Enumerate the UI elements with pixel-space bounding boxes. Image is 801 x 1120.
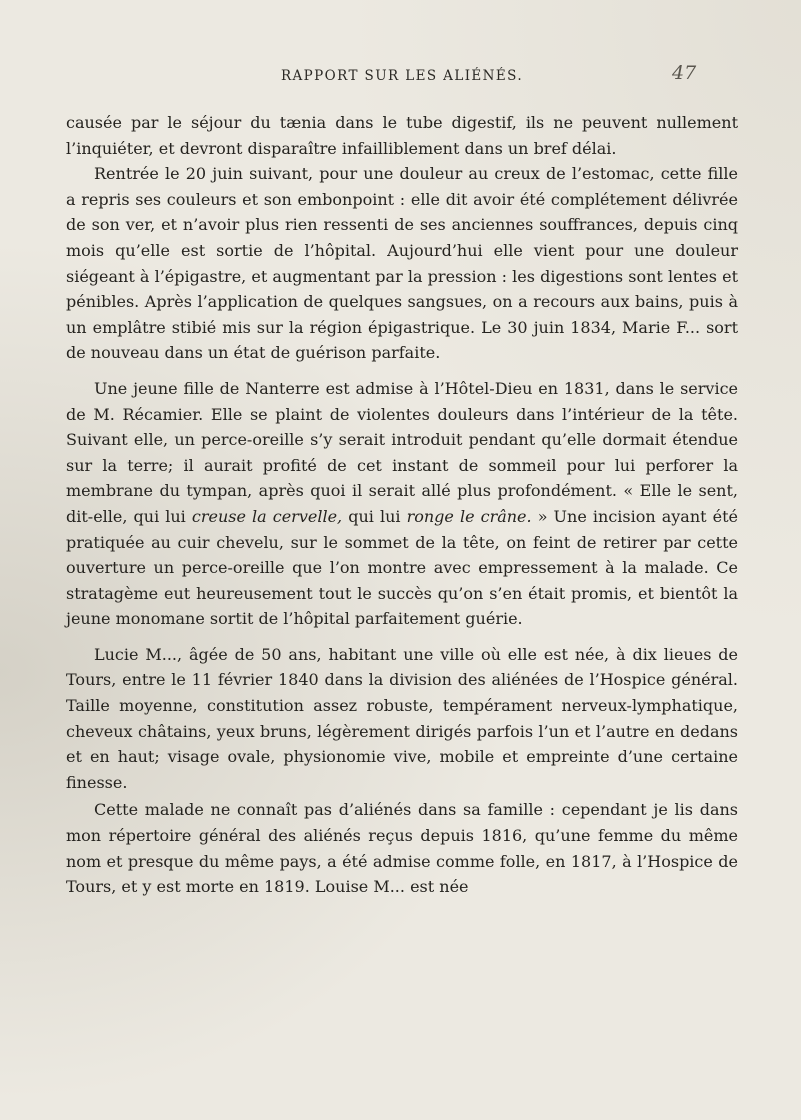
page-number: 47 [672,62,697,84]
paragraph-marie-f: Rentrée le 20 juin suivant, pour une douleur au creux de l’estomac, cette fille a repris ses couleurs et son embonpoint : elle dit avoir été complétement délivrée de son ver, et n’avoir plus rien ressenti de ses anciennes souffrances, depuis cinq mois qu’elle est sortie de l’hôpital. Aujourd’hui elle vient pour une douleur siégeant à l’épigastre, et augmentant par la pression : les digestions sont lentes et pénibles. Après l’application de quelques sangsues, on a recours aux bains, puis à un emplâtre stibié mis sur la région épigastrique. Le 30 juin 1834, Marie F... sort de nouveau dans un état de guérison parfaite. [66,164,738,363]
page-header [0,62,801,92]
paragraph-text: qui lui [342,506,407,526]
paragraph-text: Une jeune fille de Nanterre est admise à l’Hôtel-Dieu en 1831, dans le service de M. Récamier. Elle se plaint de violentes douleurs dans l’intérieur de la tête. Suivant elle, un perce-oreille s’y serait introduit pendant qu’elle dormait étendue sur la terre; il aurait profité de cet instant de sommeil pour lui perforer la membrane du tympan, après quoi il serait allé plus profondément. « Elle le sent, dit-elle, qui lui [66,378,738,526]
paragraph-text: » Une incision ayant été pratiquée au cuir chevelu, sur le sommet de la tête, on feint de retirer par cette ouverture un perce-oreille que l’on montre avec empressement à la malade. Ce stratagème eut heureusement tout le succès qu’on s’en était promis, et bientôt la jeune monomane sortit de l’hôpital parfaitement guérie. [66,506,739,629]
running-title: RAPPORT SUR LES ALIÉNÉS. [280,68,524,84]
paragraph-lucie-m: Lucie M..., âgée de 50 ans, habitant une ville où elle est née, à dix lieues de Tours, entre le 11 février 1840 dans la division des aliénées de l’Hospice général. Taille moyenne, constitution assez robuste, tempérament nerveux-lymphatique, cheveux châtains, yeux bruns, légèrement dirigés parfois l’un et l’autre en dedans et en haut; visage ovale, physionomie vive, mobile et empreinte d’une certaine finesse. [66,644,738,792]
paragraph-continuation: causée par le séjour du tænia dans le tube digestif, ils ne peuvent nullement l’inquiéter, et devront disparaître infailliblement dans un bref délai. [66,113,738,158]
italic-quote: ronge le crâne. [406,506,532,526]
italic-quote: creuse la cervelle, [191,506,343,526]
paragraph-nanterre-case [66,376,738,632]
paragraph-family-history: Cette malade ne connaît pas d’aliénés dans sa famille : cependant je lis dans mon répertoire général des aliénés reçus depuis 1816, qu’une femme du même nom et presque du même pays, a été admise comme folle, en 1817, à l’Hospice de Tours, et y est morte en 1819. Louise M... est née [66,800,738,897]
body-text [66,110,738,900]
